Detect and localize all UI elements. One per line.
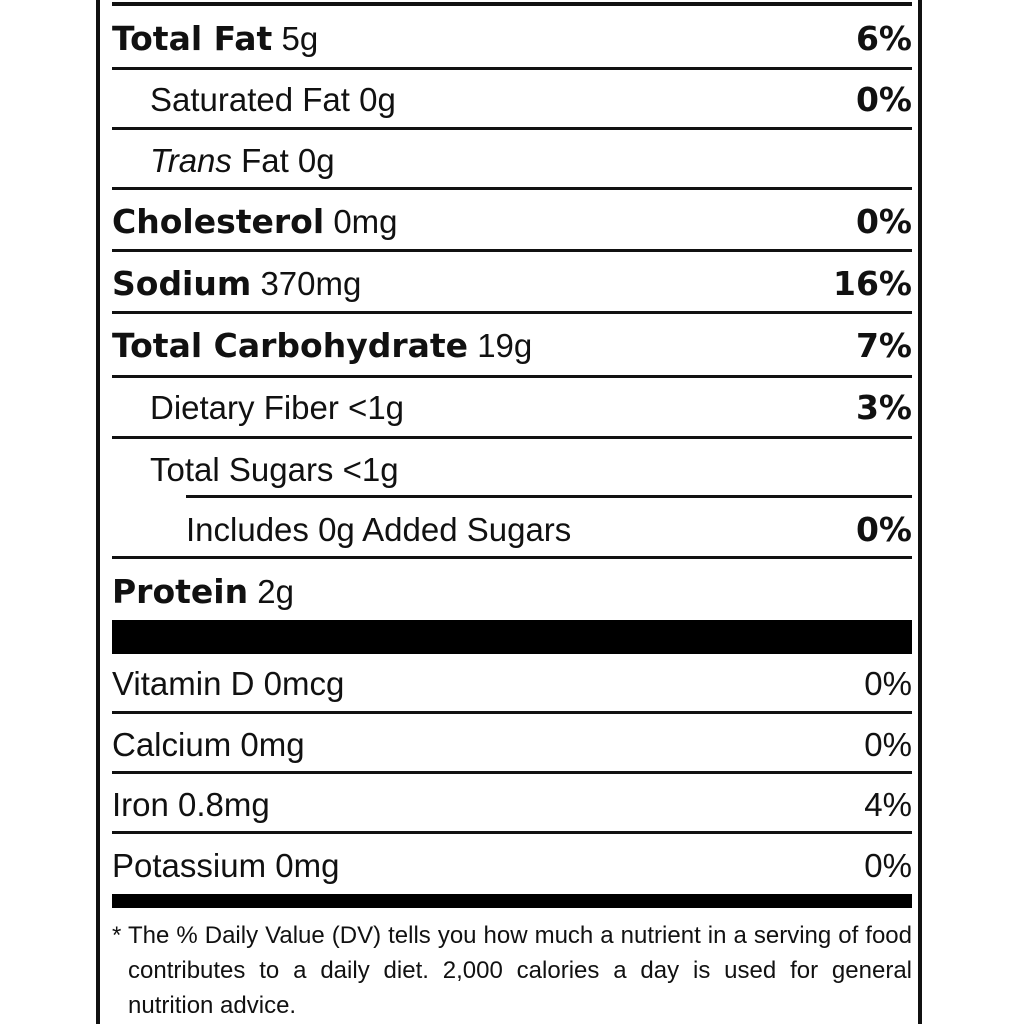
nutrient-row-saturated-fat [150, 70, 912, 128]
nutrient-amount: 19g [477, 326, 533, 364]
nutrient-amount: 0mg [333, 202, 398, 240]
daily-value-percent: 16% [833, 263, 912, 303]
divider [112, 711, 912, 714]
daily-value-percent: 0% [864, 846, 912, 884]
thick-divider-bar [112, 620, 912, 654]
nutrient-amount: 2g [257, 572, 294, 610]
footnote-text: The % Daily Value (DV) tells you how much a nutrient in a serving of food contributes to a daily diet. 2,000 calories a day is used for general nutrition advice. [128, 922, 912, 1019]
divider [112, 187, 912, 190]
nutrient-row-cholesterol [112, 192, 912, 250]
vitamin-name: Potassium 0mg [112, 846, 340, 884]
daily-value-percent: 0% [864, 725, 912, 763]
daily-value-percent: 7% [855, 325, 912, 365]
nutrient-name: Includes 0g Added Sugars [186, 510, 572, 548]
nutrient-row-trans-fat [150, 131, 912, 189]
vitamin-name: Iron 0.8mg [112, 785, 270, 823]
daily-value-percent: 0% [855, 79, 912, 119]
nutrient-row-added-sugars [186, 500, 912, 558]
divider [112, 249, 912, 252]
vitamin-row-iron [112, 775, 912, 833]
vitamin-name: Calcium 0mg [112, 725, 305, 763]
vitamin-row-calcium [112, 715, 912, 773]
vitamin-name: Vitamin D 0mcg [112, 664, 345, 702]
daily-value-percent: 6% [855, 18, 912, 58]
divider [112, 556, 912, 559]
vitamin-row-vitamin-d [112, 654, 912, 712]
trans-italic-label: Trans [150, 141, 232, 179]
divider [112, 311, 912, 314]
nutrient-row-total-sugars [150, 440, 912, 498]
nutrient-name-rest: Fat 0g [231, 141, 335, 179]
nutrient-amount: 370mg [260, 264, 362, 302]
daily-value-footnote [112, 918, 912, 1023]
nutrient-name: Cholesterol [112, 201, 325, 241]
vitamin-row-potassium [112, 836, 912, 894]
divider [186, 495, 912, 498]
daily-value-percent: 0% [864, 664, 912, 702]
nutrient-name: Total Sugars <1g [150, 450, 399, 488]
daily-value-percent: 3% [855, 387, 912, 427]
nutrient-row-sodium [112, 254, 912, 312]
nutrient-name: Sodium [112, 263, 252, 303]
divider [112, 831, 912, 834]
nutrient-row-protein [112, 562, 912, 620]
divider [112, 771, 912, 774]
bottom-divider-bar [112, 894, 912, 908]
nutrient-name: Total Fat [112, 18, 273, 58]
nutrient-name: Total Carbohydrate [112, 325, 469, 365]
nutrient-name: Dietary Fiber <1g [150, 388, 405, 426]
nutrient-name: Saturated Fat 0g [150, 80, 396, 118]
divider [112, 436, 912, 439]
nutrient-amount: 5g [281, 19, 319, 57]
nutrient-row-dietary-fiber [150, 378, 912, 436]
nutrient-row-total-carbohydrate [112, 316, 912, 374]
footnote-asterisk: * [112, 922, 122, 949]
daily-value-percent: 0% [855, 201, 912, 241]
nutrient-name: Protein [112, 571, 249, 611]
nutrient-row-total-fat [112, 9, 912, 67]
daily-value-percent: 4% [864, 785, 912, 823]
top-rule [112, 2, 912, 6]
divider [112, 127, 912, 130]
daily-value-percent: 0% [855, 509, 912, 549]
